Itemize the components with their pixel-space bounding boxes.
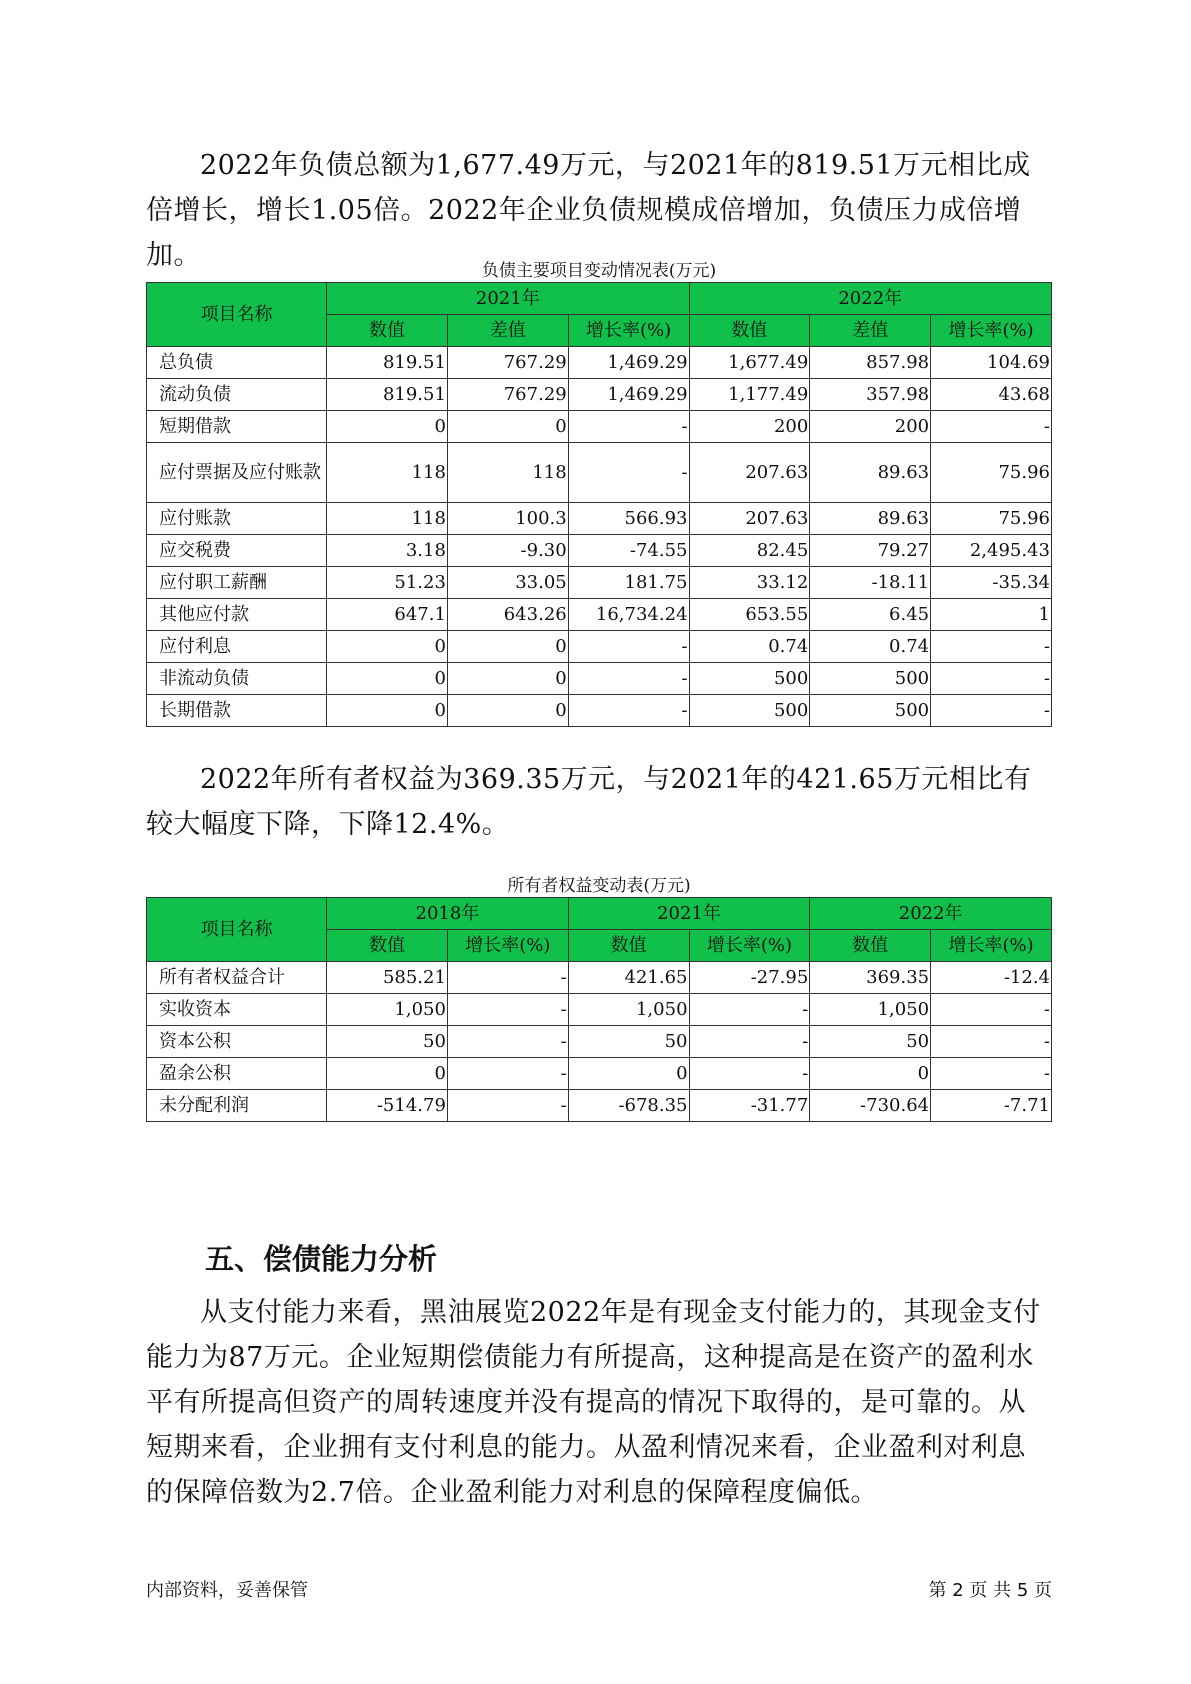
cell-value: 819.51 — [327, 347, 448, 379]
row-label: 资本公积 — [147, 1026, 327, 1058]
cell-value: 50 — [568, 1026, 689, 1058]
liabilities-table — [146, 282, 1052, 727]
row-label: 短期借款 — [147, 411, 327, 443]
cell-value: 2,495.43 — [931, 535, 1052, 567]
cell-value: - — [568, 631, 689, 663]
subheader: 数值 — [689, 315, 810, 347]
header-year: 2018年 — [327, 898, 569, 930]
cell-value: 857.98 — [810, 347, 931, 379]
cell-value: - — [447, 1026, 568, 1058]
cell-value: 75.96 — [931, 443, 1052, 503]
cell-value: -74.55 — [568, 535, 689, 567]
cell-value: 647.1 — [327, 599, 448, 631]
subheader: 差值 — [447, 315, 568, 347]
cell-value: 200 — [810, 411, 931, 443]
table-row — [147, 1026, 1052, 1058]
subheader: 增长率(%) — [931, 930, 1052, 962]
row-label: 应付票据及应付账款 — [147, 443, 327, 503]
cell-value: 50 — [327, 1026, 448, 1058]
row-label: 应付职工薪酬 — [147, 567, 327, 599]
cell-value: - — [931, 695, 1052, 727]
cell-value: - — [689, 1058, 810, 1090]
cell-value: 0 — [327, 663, 448, 695]
cell-value: 200 — [689, 411, 810, 443]
cell-value: -31.77 — [689, 1090, 810, 1122]
cell-value: -7.71 — [931, 1090, 1052, 1122]
cell-value: 0 — [447, 663, 568, 695]
cell-value: 89.63 — [810, 443, 931, 503]
cell-value: 1,050 — [568, 994, 689, 1026]
cell-value: 0.74 — [810, 631, 931, 663]
cell-value: 0 — [447, 411, 568, 443]
cell-value: - — [447, 962, 568, 994]
cell-value: 118 — [327, 443, 448, 503]
cell-value: 1,050 — [327, 994, 448, 1026]
cell-value: -514.79 — [327, 1090, 448, 1122]
cell-value: 1,177.49 — [689, 379, 810, 411]
cell-value: - — [568, 663, 689, 695]
cell-value: - — [931, 1026, 1052, 1058]
cell-value: - — [689, 994, 810, 1026]
cell-value: 0 — [810, 1058, 931, 1090]
cell-value: 118 — [327, 503, 448, 535]
cell-value: - — [689, 1026, 810, 1058]
cell-value: -9.30 — [447, 535, 568, 567]
header-year: 2022年 — [810, 898, 1052, 930]
row-label: 所有者权益合计 — [147, 962, 327, 994]
table-row — [147, 1058, 1052, 1090]
cell-value: -35.34 — [931, 567, 1052, 599]
table-row — [147, 411, 1052, 443]
table-row — [147, 631, 1052, 663]
subheader: 增长率(%) — [568, 315, 689, 347]
cell-value: -18.11 — [810, 567, 931, 599]
cell-value: 767.29 — [447, 347, 568, 379]
cell-value: 500 — [810, 663, 931, 695]
cell-value: - — [447, 1090, 568, 1122]
cell-value: 0 — [327, 631, 448, 663]
table-row — [147, 1090, 1052, 1122]
row-label: 其他应付款 — [147, 599, 327, 631]
subheader: 数值 — [810, 930, 931, 962]
header-item-name: 项目名称 — [147, 283, 327, 347]
cell-value: - — [568, 695, 689, 727]
row-label: 应付利息 — [147, 631, 327, 663]
cell-value: 33.05 — [447, 567, 568, 599]
row-label: 盈余公积 — [147, 1058, 327, 1090]
cell-value: - — [931, 411, 1052, 443]
equity-table — [146, 897, 1052, 1122]
cell-value: 43.68 — [931, 379, 1052, 411]
cell-value: 79.27 — [810, 535, 931, 567]
table-row — [147, 695, 1052, 727]
cell-value: 51.23 — [327, 567, 448, 599]
cell-value: 819.51 — [327, 379, 448, 411]
cell-value: 100.3 — [447, 503, 568, 535]
subheader: 数值 — [327, 930, 448, 962]
row-label: 流动负债 — [147, 379, 327, 411]
cell-value: 585.21 — [327, 962, 448, 994]
cell-value: -730.64 — [810, 1090, 931, 1122]
cell-value: 207.63 — [689, 503, 810, 535]
cell-value: 0 — [327, 411, 448, 443]
cell-value: 1,677.49 — [689, 347, 810, 379]
table-row — [147, 567, 1052, 599]
cell-value: 89.63 — [810, 503, 931, 535]
header-year: 2022年 — [689, 283, 1051, 315]
cell-value: - — [931, 631, 1052, 663]
table-row — [147, 663, 1052, 695]
paragraph-liabilities-summary: 2022年负债总额为1,677.49万元，与2021年的819.51万元相比成倍增长，增长1.05倍。2022年企业负债规模成倍增加，负债压力成倍增加。 — [146, 150, 1031, 271]
section-heading: 五、偿债能力分析 — [205, 1242, 438, 1276]
table-row — [147, 443, 1052, 503]
cell-value: - — [568, 411, 689, 443]
cell-value: 207.63 — [689, 443, 810, 503]
row-label: 长期借款 — [147, 695, 327, 727]
cell-value: -678.35 — [568, 1090, 689, 1122]
cell-value: - — [447, 1058, 568, 1090]
cell-value: 643.26 — [447, 599, 568, 631]
cell-value: - — [931, 663, 1052, 695]
cell-value: 1,469.29 — [568, 379, 689, 411]
footer-confidential-note: 内部资料，妥善保管 — [146, 1580, 308, 1601]
cell-value: -27.95 — [689, 962, 810, 994]
paragraph-solvency-analysis: 从支付能力来看，黑油展览2022年是有现金支付能力的，其现金支付能力为87万元。企业短期偿债能力有所提高，这种提高是在资产的盈利水平有所提高但资产的周转速度并没有提高的情况下取得的，是可靠的。从短期来看，企业拥有支付利息的能力。从盈利情况来看，企业盈利对利息的保障倍数为2.7倍。企业盈利能力对利息的保障程度偏低。 — [146, 1297, 1041, 1508]
cell-value: 500 — [810, 695, 931, 727]
cell-value: 566.93 — [568, 503, 689, 535]
header-year: 2021年 — [568, 898, 810, 930]
cell-value: - — [931, 994, 1052, 1026]
cell-value: 369.35 — [810, 962, 931, 994]
cell-value: 500 — [689, 663, 810, 695]
cell-value: 6.45 — [810, 599, 931, 631]
subheader: 增长率(%) — [447, 930, 568, 962]
header-item-name: 项目名称 — [147, 898, 327, 962]
footer-page-number: 第 2 页 共 5 页 — [928, 1580, 1052, 1601]
subheader: 数值 — [568, 930, 689, 962]
cell-value: 0 — [447, 695, 568, 727]
cell-value: 1,469.29 — [568, 347, 689, 379]
cell-value: 1,050 — [810, 994, 931, 1026]
cell-value: 75.96 — [931, 503, 1052, 535]
table1-caption: 负债主要项目变动情况表(万元) — [481, 261, 717, 281]
subheader: 数值 — [327, 315, 448, 347]
cell-value: 16,734.24 — [568, 599, 689, 631]
cell-value: 421.65 — [568, 962, 689, 994]
table-row — [147, 994, 1052, 1026]
cell-value: - — [568, 443, 689, 503]
row-label: 应交税费 — [147, 535, 327, 567]
subheader: 差值 — [810, 315, 931, 347]
cell-value: 0.74 — [689, 631, 810, 663]
header-year: 2021年 — [327, 283, 689, 315]
cell-value: 0 — [447, 631, 568, 663]
cell-value: 653.55 — [689, 599, 810, 631]
cell-value: 0 — [568, 1058, 689, 1090]
subheader: 增长率(%) — [931, 315, 1052, 347]
paragraph-equity-summary: 2022年所有者权益为369.35万元，与2021年的421.65万元相比有较大幅度下降，下降12.4%。 — [146, 764, 1032, 840]
cell-value: - — [447, 994, 568, 1026]
cell-value: -12.4 — [931, 962, 1052, 994]
cell-value: 104.69 — [931, 347, 1052, 379]
cell-value: 1 — [931, 599, 1052, 631]
row-label: 应付账款 — [147, 503, 327, 535]
cell-value: 118 — [447, 443, 568, 503]
cell-value: - — [931, 1058, 1052, 1090]
table-row — [147, 962, 1052, 994]
cell-value: 50 — [810, 1026, 931, 1058]
cell-value: 500 — [689, 695, 810, 727]
subheader: 增长率(%) — [689, 930, 810, 962]
table-row — [147, 379, 1052, 411]
cell-value: 181.75 — [568, 567, 689, 599]
table-row — [147, 599, 1052, 631]
table-row — [147, 347, 1052, 379]
cell-value: 0 — [327, 695, 448, 727]
table-row — [147, 535, 1052, 567]
row-label: 实收资本 — [147, 994, 327, 1026]
cell-value: 0 — [327, 1058, 448, 1090]
cell-value: 3.18 — [327, 535, 448, 567]
table-row — [147, 503, 1052, 535]
cell-value: 357.98 — [810, 379, 931, 411]
row-label: 未分配利润 — [147, 1090, 327, 1122]
cell-value: 33.12 — [689, 567, 810, 599]
cell-value: 82.45 — [689, 535, 810, 567]
cell-value: 767.29 — [447, 379, 568, 411]
table2-caption: 所有者权益变动表(万元) — [507, 876, 691, 896]
row-label: 总负债 — [147, 347, 327, 379]
row-label: 非流动负债 — [147, 663, 327, 695]
